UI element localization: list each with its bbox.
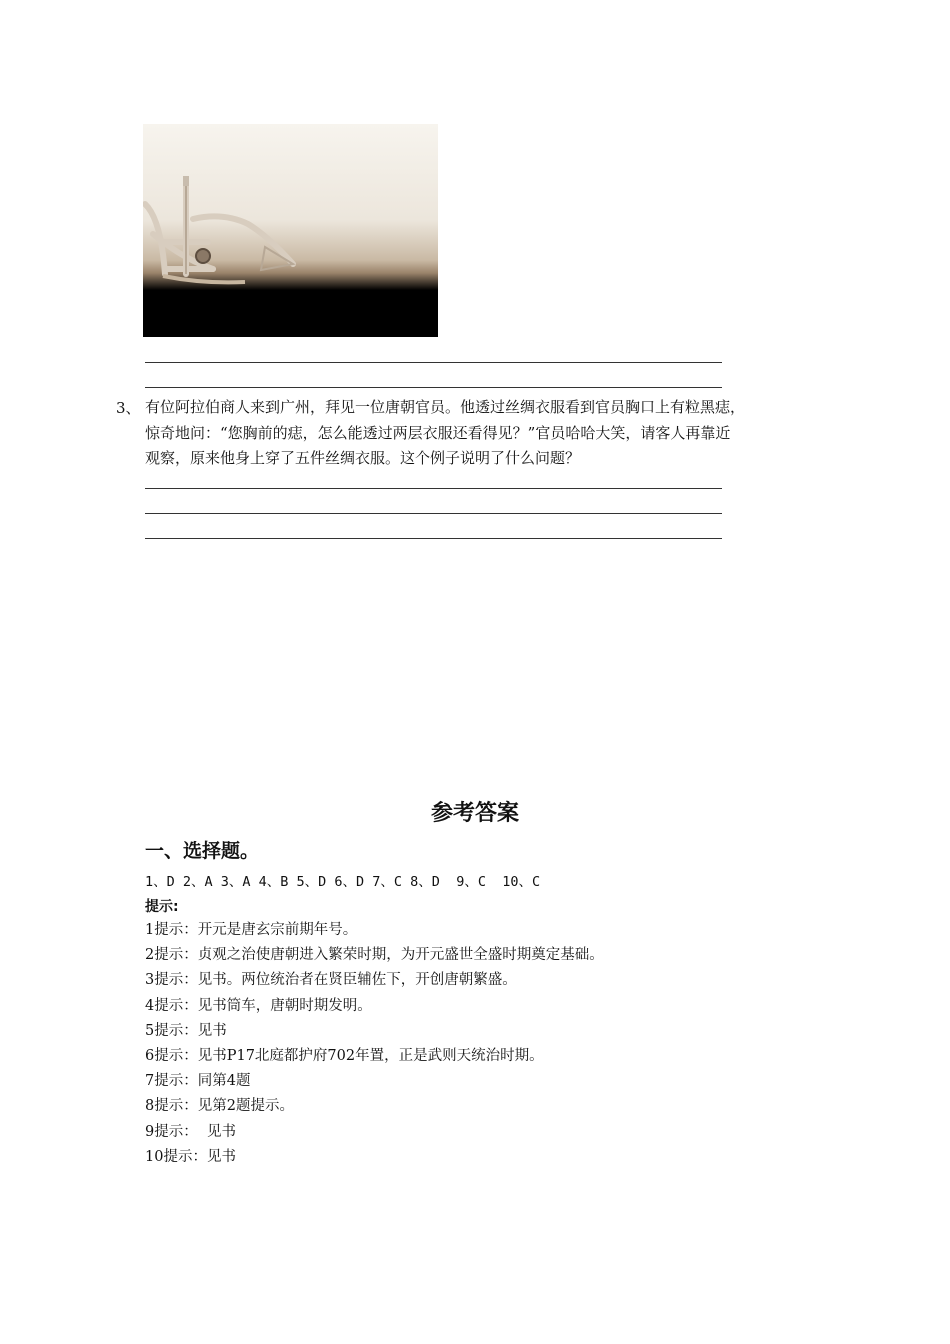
question-line: 惊奇地问：“您胸前的痣，怎么能透过两层衣服还看得见？”官员哈哈大笑，请客人再靠近 [145, 423, 731, 442]
answer-line[interactable] [145, 362, 722, 363]
choice-answers: 1、D 2、A 3、A 4、B 5、D 6、D 7、C 8、D 9、C 10、C [145, 874, 541, 890]
hint-item: 8提示：见第2题提示。 [145, 1098, 294, 1115]
question-number: 3、 [116, 399, 141, 417]
answer-line[interactable] [145, 513, 722, 514]
question-text [145, 395, 815, 472]
hint-item: 2提示：贞观之治使唐朝进入繁荣时期，为开元盛世全盛时期奠定基础。 [145, 947, 604, 964]
question-line: 有位阿拉伯商人来到广州，拜见一位唐朝官员。他透过丝绸衣服看到官员胸口上有粒黑痣， [145, 398, 746, 416]
hint-item: 3提示：见书。两位统治者在贤臣辅佐下，开创唐朝繁盛。 [145, 972, 517, 989]
plough-drawing [143, 124, 438, 337]
answer-line[interactable] [145, 538, 722, 539]
answer-line[interactable] [145, 488, 722, 489]
question-line: 观察，原来他身上穿了五件丝绸衣服。这个例子说明了什么问题？ [145, 449, 581, 467]
section-heading: 一、选择题。 [145, 840, 260, 862]
hint-list [145, 918, 604, 1170]
hint-label: 提示: [145, 899, 179, 915]
answers-title: 参考答案 [430, 801, 519, 826]
hint-item: 9提示： 见书 [145, 1123, 236, 1140]
answer-line[interactable] [145, 387, 722, 388]
hint-item: 4提示：见书筒车，唐朝时期发明。 [145, 997, 372, 1014]
plough-image [143, 124, 438, 337]
hint-item: 1提示：开元是唐玄宗前期年号。 [145, 922, 358, 938]
hint-item: 10提示：见书 [145, 1148, 236, 1165]
hint-item: 6提示：见书P17北庭都护府702年置，正是武则天统治时期。 [145, 1047, 544, 1064]
hint-item: 7提示：同第4题 [145, 1073, 251, 1090]
hint-item: 5提示：见书 [145, 1022, 227, 1039]
